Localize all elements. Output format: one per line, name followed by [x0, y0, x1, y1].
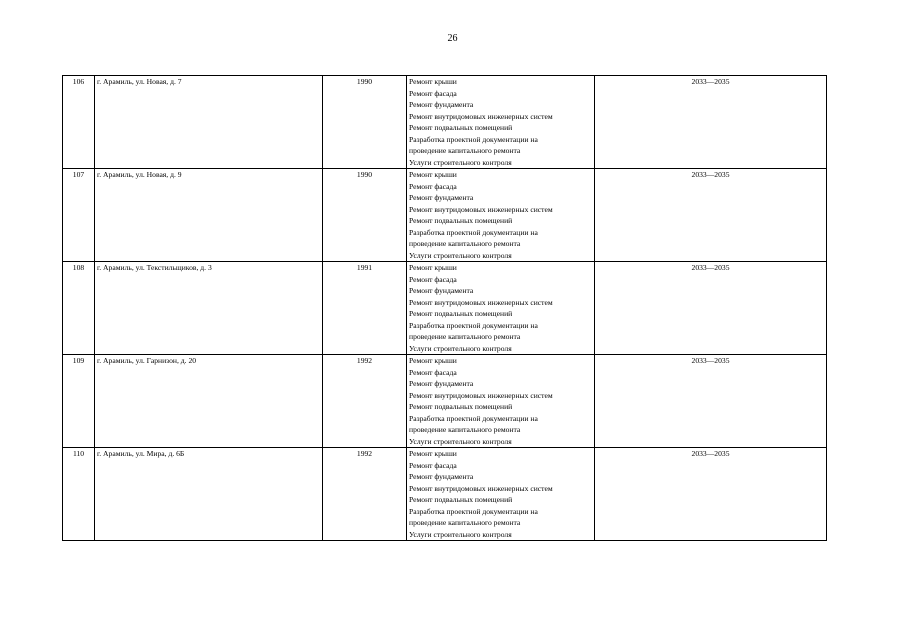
work-item: Ремонт внутридомовых инженерных систем — [409, 390, 553, 400]
year-cell: 1990 — [323, 76, 407, 169]
work-item: Ремонт фундамента — [409, 286, 474, 295]
work-item: проведение капитального ремонта — [409, 425, 521, 434]
work-item: Ремонт фасада — [409, 88, 457, 98]
table-row — [63, 262, 827, 355]
repair-program-table — [62, 75, 827, 541]
work-item: Ремонт крыши — [409, 170, 457, 179]
period-cell: 2033—2035 — [595, 262, 827, 355]
work-item: Ремонт крыши — [409, 263, 457, 272]
work-item: проведение капитального ремонта — [409, 146, 521, 155]
table-row — [63, 448, 827, 541]
work-item: Услуги строительного контроля — [409, 343, 512, 353]
period-cell: 2033—2035 — [595, 76, 827, 169]
year-cell: 1990 — [323, 169, 407, 262]
work-item: Ремонт внутридомовых инженерных систем — [409, 204, 553, 214]
work-item: Ремонт крыши — [409, 449, 457, 458]
work-item: Ремонт подвальных помещений — [409, 123, 513, 132]
year-cell: 1991 — [323, 262, 407, 355]
table-body — [63, 76, 827, 541]
address-cell: г. Арамиль, ул. Мира, д. 6Б — [95, 448, 323, 541]
works-cell — [407, 448, 595, 541]
row-number-cell: 110 — [63, 448, 95, 541]
work-item: Ремонт фасада — [409, 367, 457, 377]
work-item: проведение капитального ремонта — [409, 332, 521, 341]
row-number-cell: 106 — [63, 76, 95, 169]
table-row — [63, 355, 827, 448]
work-item: Ремонт фасада — [409, 181, 457, 191]
row-number-cell: 107 — [63, 169, 95, 262]
works-cell — [407, 355, 595, 448]
work-item: Ремонт фундамента — [409, 472, 474, 481]
work-item: Ремонт фасада — [409, 460, 457, 470]
work-item: проведение капитального ремонта — [409, 239, 521, 248]
address-cell: г. Арамиль, ул. Новая, д. 9 — [95, 169, 323, 262]
work-item: Ремонт подвальных помещений — [409, 216, 513, 225]
address-cell: г. Арамиль, ул. Текстильщиков, д. 3 — [95, 262, 323, 355]
work-item: Ремонт внутридомовых инженерных систем — [409, 297, 553, 307]
work-item: Разработка проектной документации на — [409, 413, 538, 423]
work-item: Разработка проектной документации на — [409, 134, 538, 144]
work-item: Ремонт внутридомовых инженерных систем — [409, 483, 553, 493]
work-item: Ремонт внутридомовых инженерных систем — [409, 111, 553, 121]
work-item: проведение капитального ремонта — [409, 518, 521, 527]
works-cell — [407, 76, 595, 169]
year-cell: 1992 — [323, 448, 407, 541]
period-cell: 2033—2035 — [595, 355, 827, 448]
work-item: Ремонт подвальных помещений — [409, 495, 513, 504]
work-item: Ремонт фундамента — [409, 379, 474, 388]
row-number-cell: 108 — [63, 262, 95, 355]
work-item: Ремонт фундамента — [409, 193, 474, 202]
address-cell: г. Арамиль, ул. Гарнизон, д. 20 — [95, 355, 323, 448]
work-item: Ремонт фундамента — [409, 100, 474, 109]
work-item: Ремонт крыши — [409, 356, 457, 365]
work-item: Разработка проектной документации на — [409, 506, 538, 516]
period-cell: 2033—2035 — [595, 448, 827, 541]
work-item: Услуги строительного контроля — [409, 436, 512, 446]
year-cell: 1992 — [323, 355, 407, 448]
period-cell: 2033—2035 — [595, 169, 827, 262]
row-number-cell: 109 — [63, 355, 95, 448]
work-item: Услуги строительного контроля — [409, 529, 512, 539]
work-item: Ремонт подвальных помещений — [409, 309, 513, 318]
works-cell — [407, 262, 595, 355]
page-number: 26 — [447, 33, 458, 44]
work-item: Ремонт крыши — [409, 77, 457, 86]
work-item: Ремонт фасада — [409, 274, 457, 284]
work-item: Разработка проектной документации на — [409, 227, 538, 237]
works-cell — [407, 169, 595, 262]
work-item: Разработка проектной документации на — [409, 320, 538, 330]
table-row — [63, 76, 827, 169]
work-item: Ремонт подвальных помещений — [409, 402, 513, 411]
work-item: Услуги строительного контроля — [409, 250, 512, 260]
table-row — [63, 169, 827, 262]
work-item: Услуги строительного контроля — [409, 157, 512, 167]
address-cell: г. Арамиль, ул. Новая, д. 7 — [95, 76, 323, 169]
